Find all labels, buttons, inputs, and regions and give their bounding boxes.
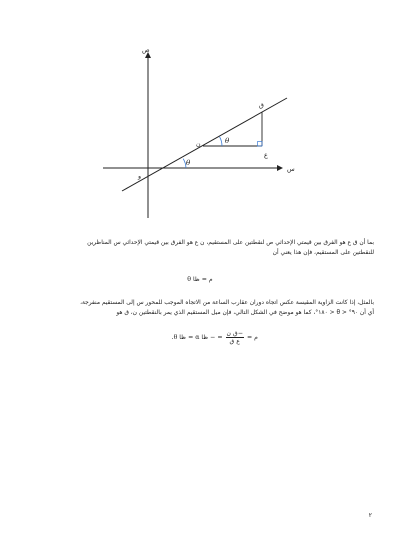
equation-2-rhs: = − ظا α = ظا θ.: [171, 334, 223, 341]
equation-2-fraction: [226, 330, 245, 345]
origin-label: و: [138, 173, 142, 180]
slope-diagram-svg: [0, 0, 400, 230]
equation-2-numerator: −ق ن: [226, 330, 244, 337]
page-number: ٢: [368, 512, 372, 519]
point-n-label: ن: [196, 141, 201, 148]
equation-2-lhs: م =: [247, 334, 258, 341]
angle-theta-lower: θ: [186, 159, 191, 167]
equation-2: [148, 330, 258, 345]
point-e-label: ع: [264, 152, 268, 159]
paragraph-1: [18, 238, 374, 258]
equation-1-text: م = ظا θ: [187, 276, 213, 283]
slope-diagram: [0, 0, 400, 230]
paragraph-2-line-1: بالمثل، إذا كانت الزاوية المقيسة عكس اتجاه دوران عقارب الساعة من الاتجاه الموجب للمحور س إلى المستقيم منفرجة،: [80, 300, 374, 306]
equation-1: [160, 276, 240, 283]
angle-arc-upper: [220, 137, 222, 146]
paragraph-1-line-1: بما أن ق ع هو الفرق بين قيمتي الإحداثي ص لنقطتين على المستقيم، ن ع هو الفرق بين قيمتي الإحداثي س المناظرين: [87, 240, 374, 246]
angle-theta-upper: θ: [225, 137, 230, 145]
paragraph-2: [18, 298, 374, 318]
right-angle-marker: [258, 142, 263, 147]
point-q-label: ق: [259, 102, 264, 109]
paragraph-2-line-2: أي أن ٩٠° < θ < ١٨٠°، كما هو موضح في الشكل التالي، فإن ميل المستقيم الذي يمر بالنقطتين ن، ق هو: [116, 310, 374, 316]
y-axis-label: ص: [142, 47, 150, 54]
x-axis-label: س: [287, 166, 295, 173]
paragraph-1-line-2: للنقطتين على المستقيم، فإن هذا يعني أن: [272, 250, 374, 256]
equation-2-denominator: ع ق: [229, 338, 240, 345]
